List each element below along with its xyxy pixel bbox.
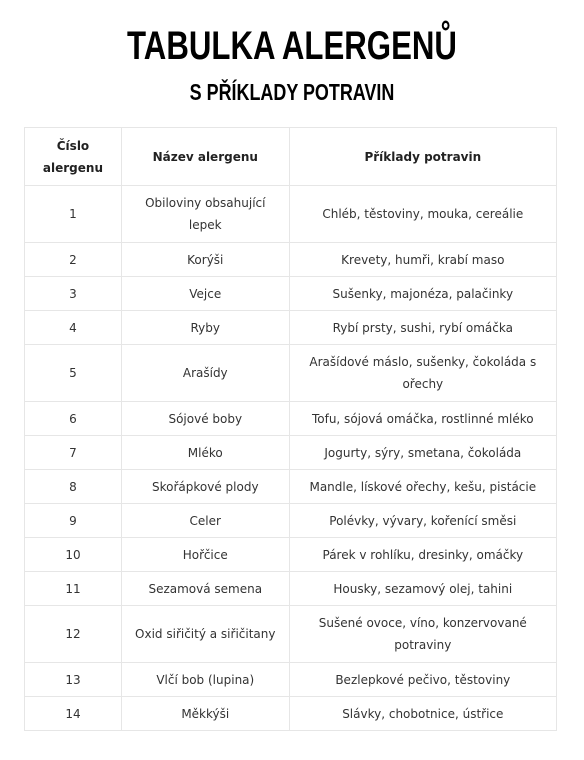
table-row xyxy=(25,345,557,402)
cell-number: 11 xyxy=(25,572,122,606)
table-row xyxy=(25,504,557,538)
allergen-table xyxy=(24,127,557,731)
cell-name: Korýši xyxy=(121,243,289,277)
cell-name: Celer xyxy=(121,504,289,538)
cell-name: Skořápkové plody xyxy=(121,470,289,504)
cell-name: Sójové boby xyxy=(121,402,289,436)
cell-examples: Sušené ovoce, víno, konzervované potraviny xyxy=(289,606,556,663)
table-row xyxy=(25,243,557,277)
table-row xyxy=(25,663,557,697)
cell-examples: Mandle, lískové ořechy, kešu, pistácie xyxy=(289,470,556,504)
cell-number: 5 xyxy=(25,345,122,402)
cell-examples: Tofu, sójová omáčka, rostlinné mléko xyxy=(289,402,556,436)
cell-name: Mléko xyxy=(121,436,289,470)
cell-examples: Bezlepkové pečivo, těstoviny xyxy=(289,663,556,697)
table-row xyxy=(25,538,557,572)
cell-number: 8 xyxy=(25,470,122,504)
cell-name: Vejce xyxy=(121,277,289,311)
page-title: TABULKA ALERGENŮ xyxy=(127,24,457,68)
cell-name: Arašídy xyxy=(121,345,289,402)
table-row xyxy=(25,186,557,243)
cell-number: 4 xyxy=(25,311,122,345)
cell-name: Hořčice xyxy=(121,538,289,572)
cell-number: 12 xyxy=(25,606,122,663)
cell-examples: Rybí prsty, sushi, rybí omáčka xyxy=(289,311,556,345)
cell-number: 3 xyxy=(25,277,122,311)
cell-name: Měkkýši xyxy=(121,697,289,731)
cell-name: Oxid siřičitý a siřičitany xyxy=(121,606,289,663)
cell-examples: Housky, sezamový olej, tahini xyxy=(289,572,556,606)
cell-examples: Jogurty, sýry, smetana, čokoláda xyxy=(289,436,556,470)
cell-number: 7 xyxy=(25,436,122,470)
cell-examples: Chléb, těstoviny, mouka, cereálie xyxy=(289,186,556,243)
table-row xyxy=(25,277,557,311)
column-header-number: Číslo alergenu xyxy=(25,128,122,186)
cell-number: 13 xyxy=(25,663,122,697)
cell-name: Obiloviny obsahující lepek xyxy=(121,186,289,243)
cell-examples: Krevety, humři, krabí maso xyxy=(289,243,556,277)
table-row xyxy=(25,697,557,731)
cell-examples: Polévky, vývary, kořenící směsi xyxy=(289,504,556,538)
cell-name: Ryby xyxy=(121,311,289,345)
column-header-examples: Příklady potravin xyxy=(289,128,556,186)
column-header-name: Název alergenu xyxy=(121,128,289,186)
table-row xyxy=(25,606,557,663)
table-row xyxy=(25,311,557,345)
cell-number: 2 xyxy=(25,243,122,277)
table-header-row xyxy=(25,128,557,186)
cell-number: 9 xyxy=(25,504,122,538)
cell-name: Vlčí bob (lupina) xyxy=(121,663,289,697)
cell-examples: Párek v rohlíku, dresinky, omáčky xyxy=(289,538,556,572)
table-row xyxy=(25,402,557,436)
cell-number: 14 xyxy=(25,697,122,731)
table-row xyxy=(25,436,557,470)
table-row xyxy=(25,470,557,504)
table-row xyxy=(25,572,557,606)
cell-number: 6 xyxy=(25,402,122,436)
cell-number: 10 xyxy=(25,538,122,572)
cell-examples: Sušenky, majonéza, palačinky xyxy=(289,277,556,311)
cell-name: Sezamová semena xyxy=(121,572,289,606)
cell-number: 1 xyxy=(25,186,122,243)
cell-examples: Arašídové máslo, sušenky, čokoláda s ořechy xyxy=(289,345,556,402)
cell-examples: Slávky, chobotnice, ústřice xyxy=(289,697,556,731)
page-subtitle: S PŘÍKLADY POTRAVIN xyxy=(189,79,395,105)
